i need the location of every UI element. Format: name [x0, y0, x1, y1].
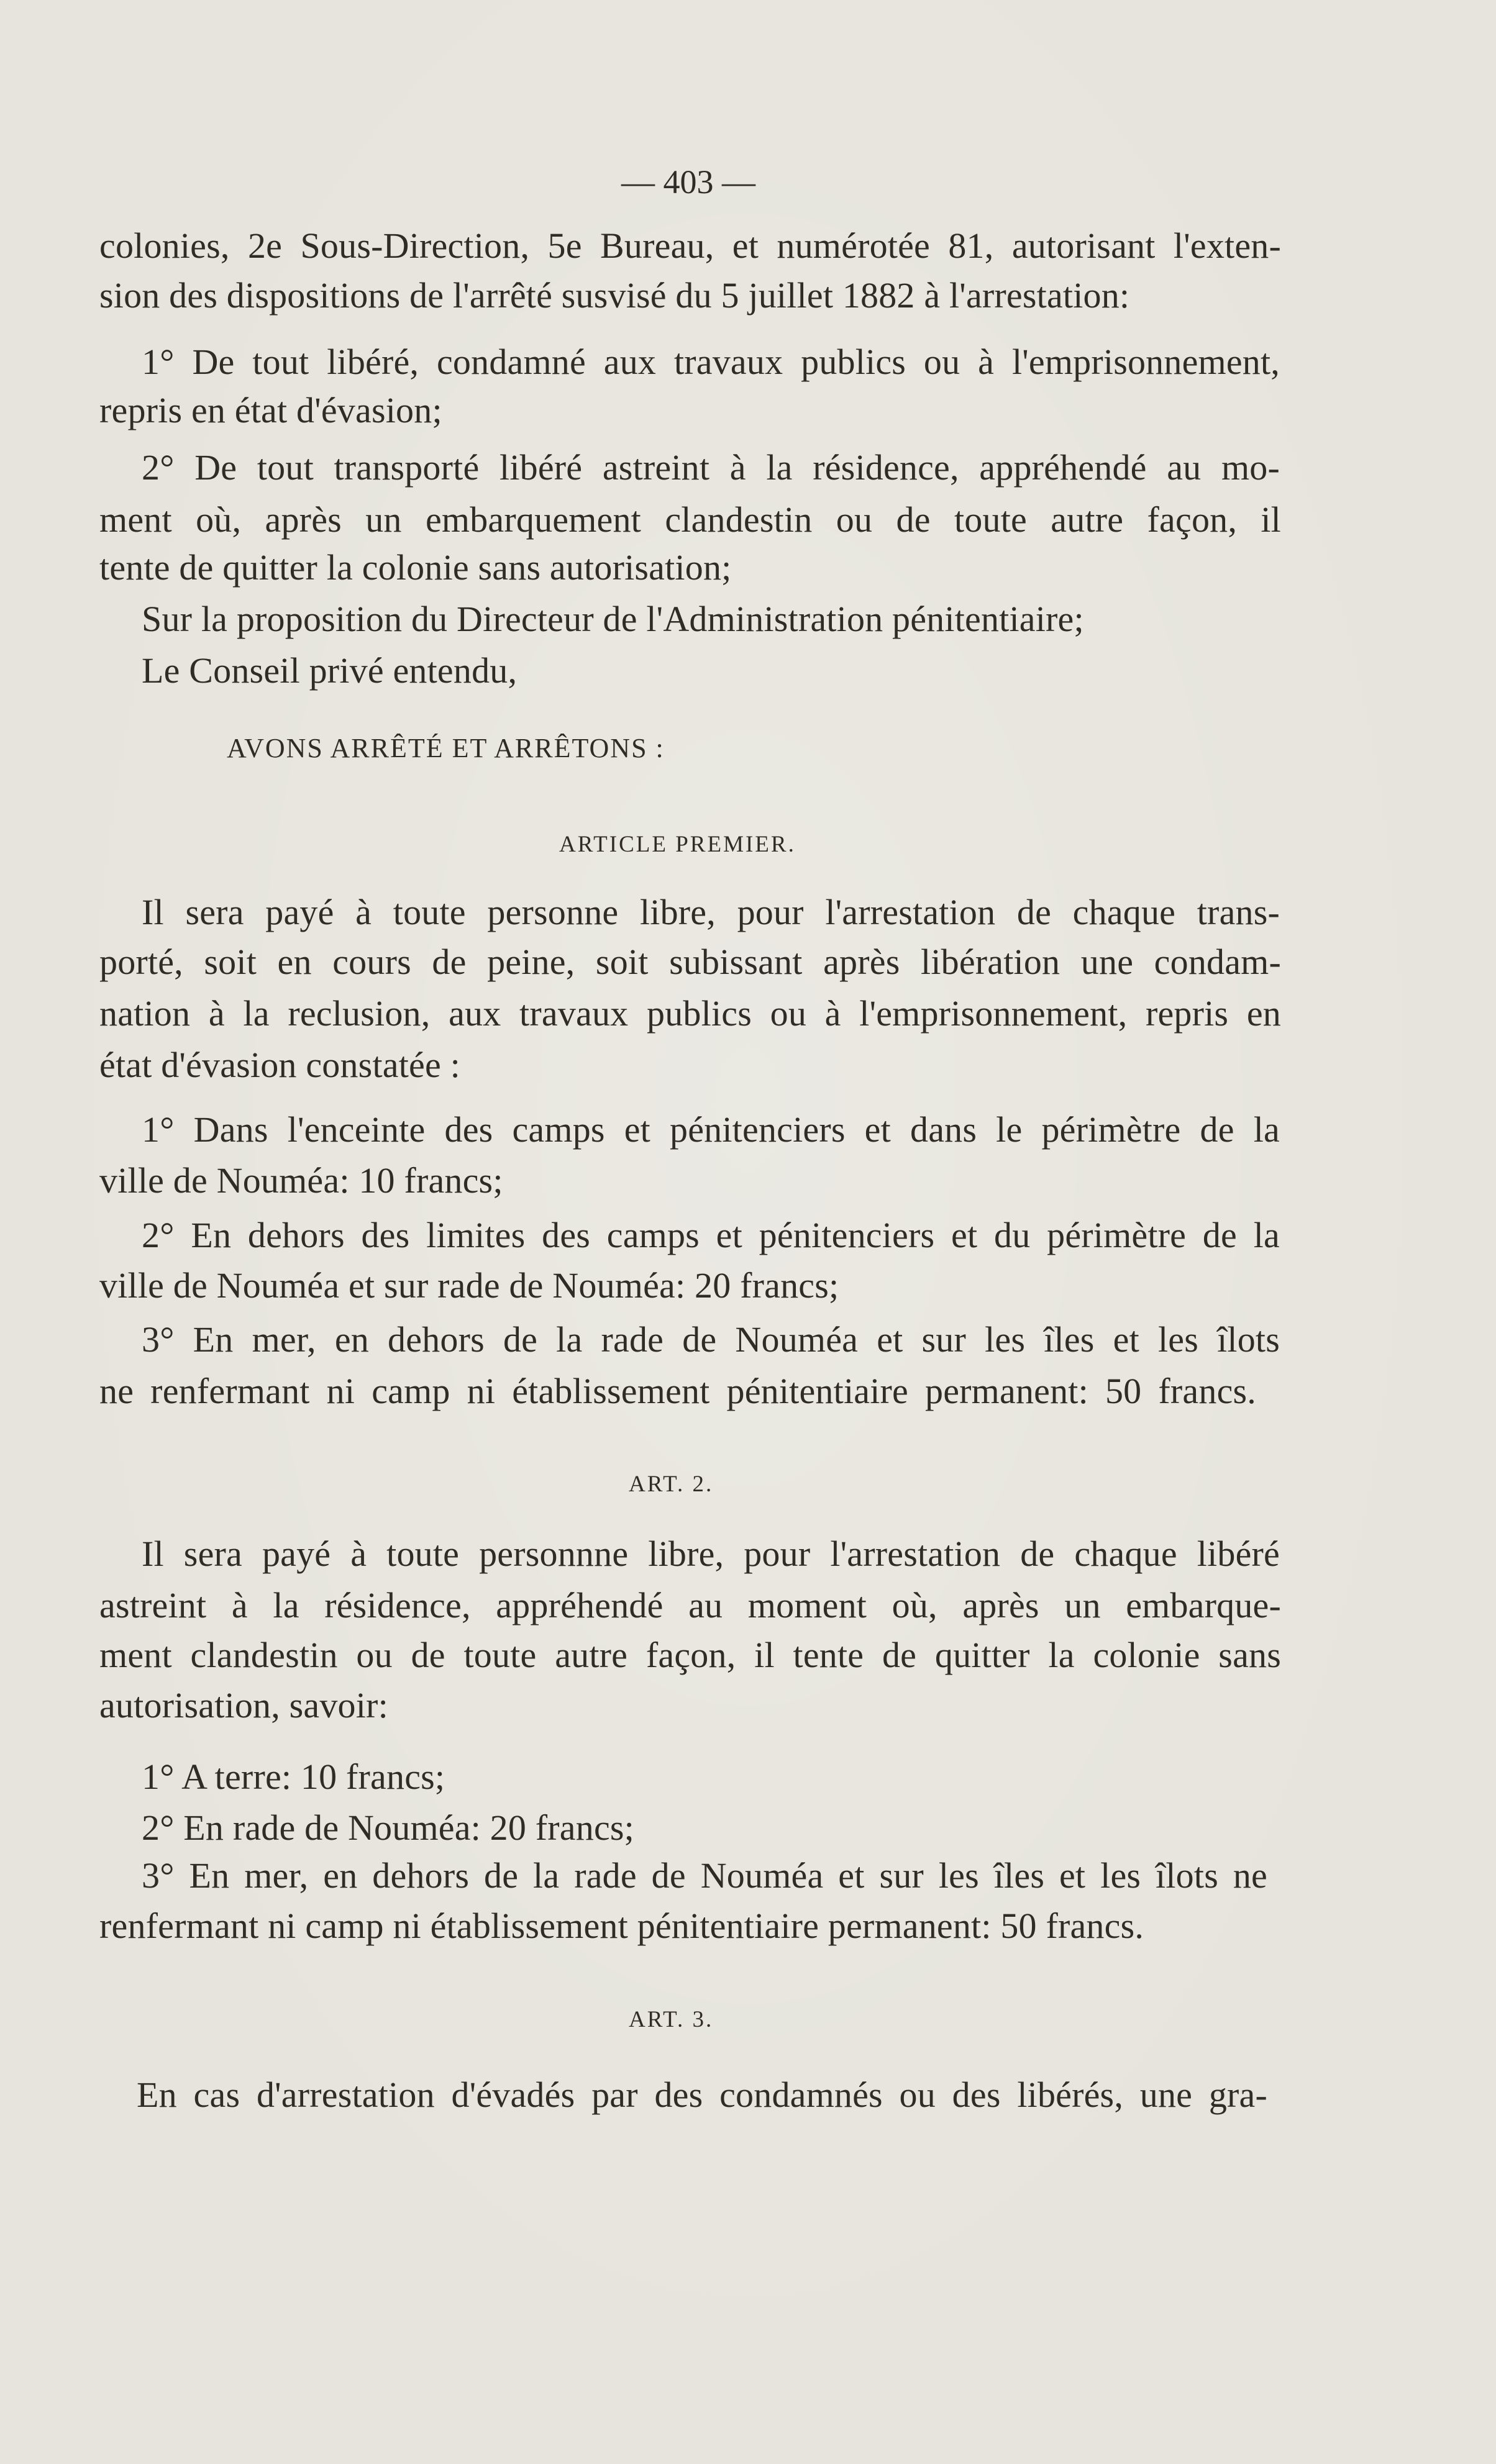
article-line: état d'évasion constatée :	[99, 1045, 460, 1085]
article-line: nation à la reclusion, aux travaux publics ou à l'emprisonnement, repris en	[99, 993, 1281, 1034]
article-line: Il sera payé à toute personne libre, pour l'arrestation de chaque trans-	[142, 892, 1280, 932]
article-line: ville de Nouméa et sur rade de Nouméa: 20 francs;	[99, 1265, 839, 1306]
article-heading: ART. 2.	[629, 1471, 714, 1497]
paragraph-line: Le Conseil privé entendu,	[142, 650, 518, 691]
article-line: En cas d'arrestation d'évadés par des condamnés ou des libérés, une gra-	[137, 2075, 1267, 2115]
article-line: 3° En mer, en dehors de la rade de Nouméa et sur les îles et les îlots	[142, 1319, 1280, 1360]
article-heading: ART. 3.	[629, 2007, 714, 2032]
paragraph-line: 2° De tout transporté libéré astreint à la résidence, appréhendé au mo-	[142, 447, 1280, 488]
article-line: 2° En dehors des limites des camps et pénitenciers et du périmètre de la	[142, 1215, 1280, 1255]
article-line: 2° En rade de Nouméa: 20 francs;	[142, 1807, 634, 1848]
article-line: ne renfermant ni camp ni établissement pénitentiaire permanent: 50 francs.	[99, 1371, 1256, 1411]
decree-heading: AVONS ARRÊTÉ ET ARRÊTONS :	[227, 733, 665, 763]
paragraph-line: Sur la proposition du Directeur de l'Administration pénitentiaire;	[142, 599, 1084, 639]
paragraph-line: repris en état d'évasion;	[99, 390, 442, 430]
article-line: astreint à la résidence, appréhendé au moment où, après un embarque-	[99, 1585, 1281, 1625]
page-number: — 403 —	[621, 163, 755, 201]
paragraph-line: tente de quitter la colonie sans autorisation;	[99, 547, 732, 588]
article-heading: ARTICLE PREMIER.	[559, 832, 796, 857]
article-line: Il sera payé à toute personnne libre, pour l'arrestation de chaque libéré	[142, 1534, 1280, 1574]
paragraph-line: colonies, 2e Sous-Direction, 5e Bureau, et numérotée 81, autorisant l'exten-	[99, 225, 1281, 266]
article-line: porté, soit en cours de peine, soit subissant après libération une condam-	[99, 942, 1281, 982]
article-line: ville de Nouméa: 10 francs;	[99, 1160, 503, 1201]
paragraph-line: ment où, après un embarquement clandestin ou de toute autre façon, il	[99, 499, 1281, 540]
paragraph-line: 1° De tout libéré, condamné aux travaux publics ou à l'emprisonnement,	[142, 342, 1280, 382]
paragraph-line: sion des dispositions de l'arrêté susvisé du 5 juillet 1882 à l'arrestation:	[99, 275, 1130, 316]
article-line: autorisation, savoir:	[99, 1685, 388, 1725]
article-line: 1° Dans l'enceinte des camps et pénitenciers et dans le périmètre de la	[142, 1109, 1280, 1150]
article-line: 3° En mer, en dehors de la rade de Nouméa et sur les îles et les îlots ne	[142, 1855, 1267, 1896]
article-line: renfermant ni camp ni établissement pénitentiaire permanent: 50 francs.	[99, 1906, 1144, 1946]
article-line: 1° A terre: 10 francs;	[142, 1757, 445, 1797]
article-line: ment clandestin ou de toute autre façon, il tente de quitter la colonie sans	[99, 1635, 1281, 1675]
